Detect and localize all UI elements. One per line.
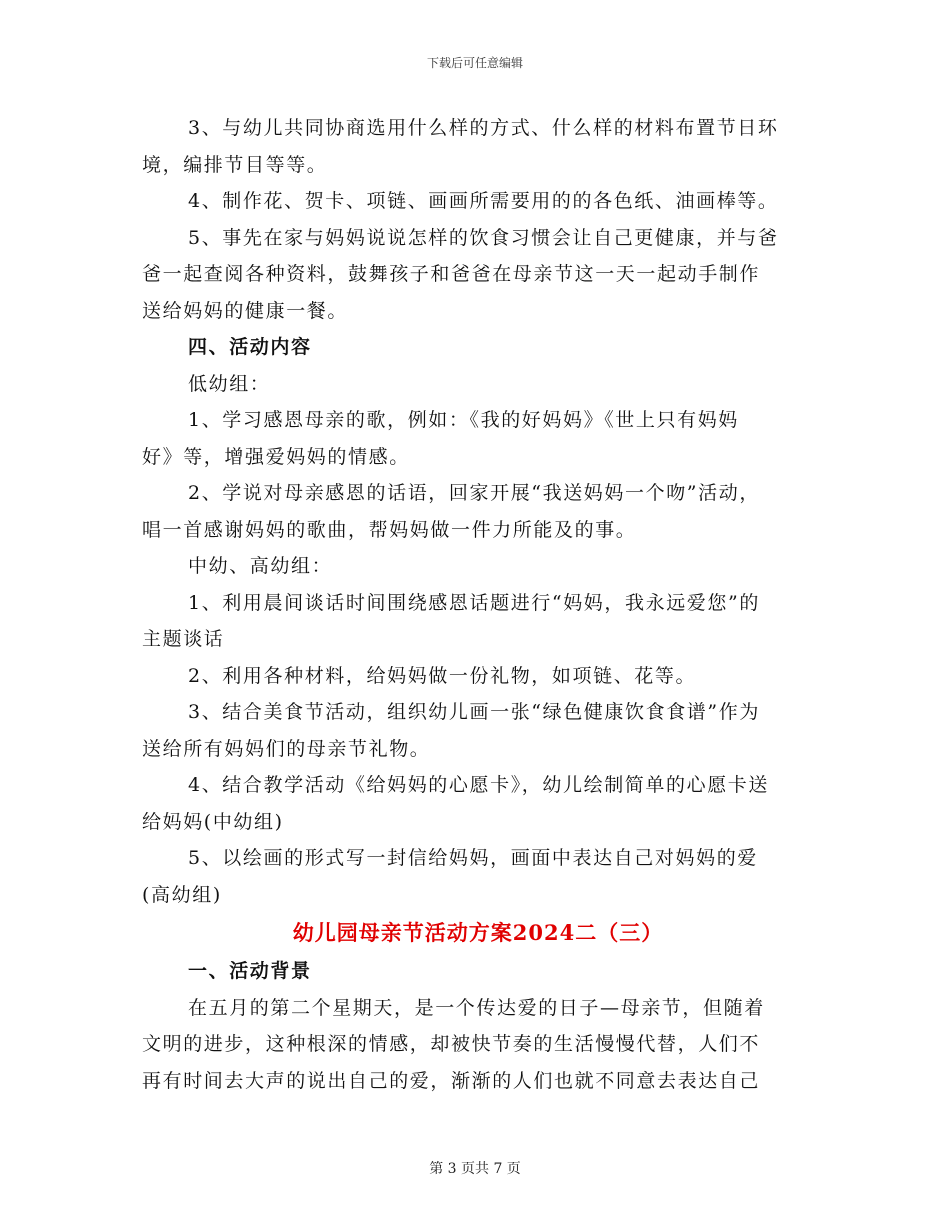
- paragraph-line: (高幼组): [142, 883, 222, 906]
- paragraph-line: 再有时间去大声的说出自己的爱，渐渐的人们也就不同意去表达自己: [142, 1069, 761, 1092]
- paragraph-line: 3、与幼儿共同协商选用什么样的方式、什么样的材料布置节日环: [188, 117, 779, 139]
- document-body: [142, 110, 814, 1099]
- paragraph-line: 4、制作花、贺卡、项链、画画所需要用的的各色纸、油画棒等。: [188, 190, 779, 212]
- section-title: 幼儿园母亲节活动方案2024二（三）: [292, 920, 664, 945]
- paragraph-line: 送给所有妈妈们的母亲节礼物。: [142, 737, 431, 760]
- paragraph-line: 给妈妈(中幼组): [142, 810, 284, 833]
- paragraph-line: 文明的进步，这种根深的情感，却被快节奏的生活慢慢代替，人们不: [142, 1033, 761, 1055]
- paragraph-line: 送给妈妈的健康一餐。: [142, 299, 349, 322]
- group-label: 低幼组：: [188, 372, 271, 395]
- paragraph-line: 主题谈话: [142, 628, 225, 650]
- paragraph-line: 在五月的第二个星期天，是一个传达爱的日子—母亲节，但随着: [188, 996, 765, 1019]
- paragraph-line: 唱一首感谢妈妈的歌曲，帮妈妈做一件力所能及的事。: [142, 518, 637, 541]
- page-header: 下载后可任意编辑: [426, 56, 523, 70]
- paragraph-line: 1、利用晨间谈话时间围绕感恩话题进行“妈妈，我永远爱您”的: [188, 591, 760, 614]
- page-footer: 第 3 页共 7 页: [429, 1161, 521, 1177]
- section-heading: 四、活动内容: [188, 336, 312, 358]
- paragraph-line: 3、结合美食节活动，组织幼儿画一张“绿色健康饮食食谱”作为: [188, 701, 760, 723]
- paragraph-line: 2、学说对母亲感恩的话语，回家开展“我送妈妈一个吻”活动，: [188, 482, 760, 504]
- paragraph-line: 境，编排节目等等。: [142, 153, 328, 176]
- paragraph-line: 4、结合教学活动《给妈妈的心愿卡》，幼儿绘制简单的心愿卡送: [188, 774, 769, 796]
- paragraph-line: 5、事先在家与妈妈说说怎样的饮食习惯会让自己更健康，并与爸: [188, 226, 779, 249]
- paragraph-line: 2、利用各种材料，给妈妈做一份礼物，如项链、花等。: [188, 664, 697, 687]
- group-label: 中幼、高幼组：: [188, 555, 333, 577]
- paragraph-line: 爸一起查阅各种资料，鼓舞孩子和爸爸在母亲节这一天一起动手制作: [142, 263, 761, 285]
- paragraph-line: 好》等，增强爱妈妈的情感。: [142, 445, 410, 468]
- paragraph-line: 5、以绘画的形式写一封信给妈妈，画面中表达自己对妈妈的爱: [188, 847, 758, 869]
- section-heading: 一、活动背景: [188, 960, 312, 982]
- paragraph-line: 1、学习感恩母亲的歌，例如：《我的好妈妈》《世上只有妈妈: [188, 409, 739, 431]
